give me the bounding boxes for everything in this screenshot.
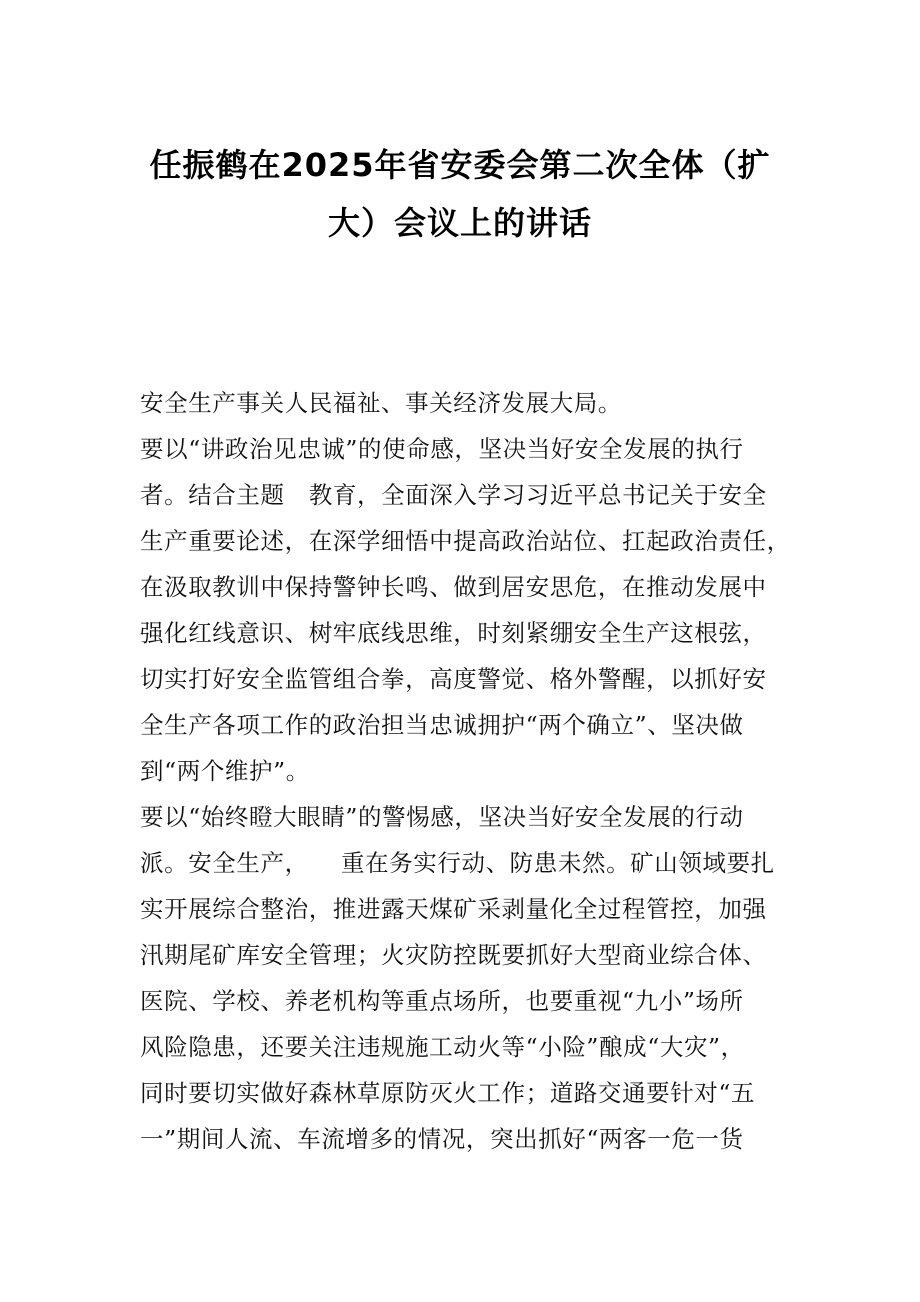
body-line: 要以“始终瞪大眼睛”的警惕感，坚决当好安全发展的行动 bbox=[140, 803, 744, 831]
body-line: 实开展综合整治，推进露天煤矿采剥量化全过程管控，加强 bbox=[140, 895, 767, 923]
document-body bbox=[140, 380, 820, 1162]
body-line: 同时要切实做好森林草原防灭火工作；道路交通要针对“五 bbox=[140, 1079, 756, 1107]
body-line: 要以“讲政治见忠诚”的使命感，坚决当好安全发展的执行 bbox=[140, 435, 744, 463]
body-line: 强化红线意识、树牢底线思维，时刻紧绷安全生产这根弦， bbox=[140, 619, 767, 647]
body-line: 在汲取教训中保持警钟长鸣、做到居安思危，在推动发展中 bbox=[140, 573, 767, 601]
body-line: 到“两个维护”。 bbox=[140, 757, 310, 785]
body-line: 全生产各项工作的政治担当忠诚拥护“两个确立”、坚决做 bbox=[140, 711, 744, 739]
document-title bbox=[120, 136, 800, 252]
body-line: 汛期尾矿库安全管理；火灾防控既要抓好大型商业综合体、 bbox=[140, 941, 767, 969]
body-line: 切实打好安全监管组合拳，高度警觉、格外警醒，以抓好安 bbox=[140, 665, 767, 693]
title-line: 任振鹤在2025年省安委会第二次全体（扩 bbox=[149, 146, 771, 184]
body-line: 一”期间人流、车流增多的情况，突出抓好“两客一危一货 bbox=[140, 1125, 744, 1153]
body-line: 生产重要论述，在深学细悟中提高政治站位、扛起政治责任， bbox=[140, 527, 791, 555]
body-line: 安全生产事关人民福祉、事关经济发展大局。 bbox=[140, 389, 622, 417]
body-line: 风险隐患，还要关注违规施工动火等“小险”酿成“大灾”， bbox=[140, 1033, 745, 1061]
body-line: 医院、学校、养老机构等重点场所，也要重视“九小”场所 bbox=[140, 987, 744, 1015]
title-line: 大）会议上的讲话 bbox=[327, 204, 592, 242]
body-line: 派。安全生产， 重在务实行动、防患未然。矿山领域要扎 bbox=[140, 849, 775, 877]
body-line: 者。结合主题 教育，全面深入学习习近平总书记关于安全 bbox=[140, 481, 767, 509]
